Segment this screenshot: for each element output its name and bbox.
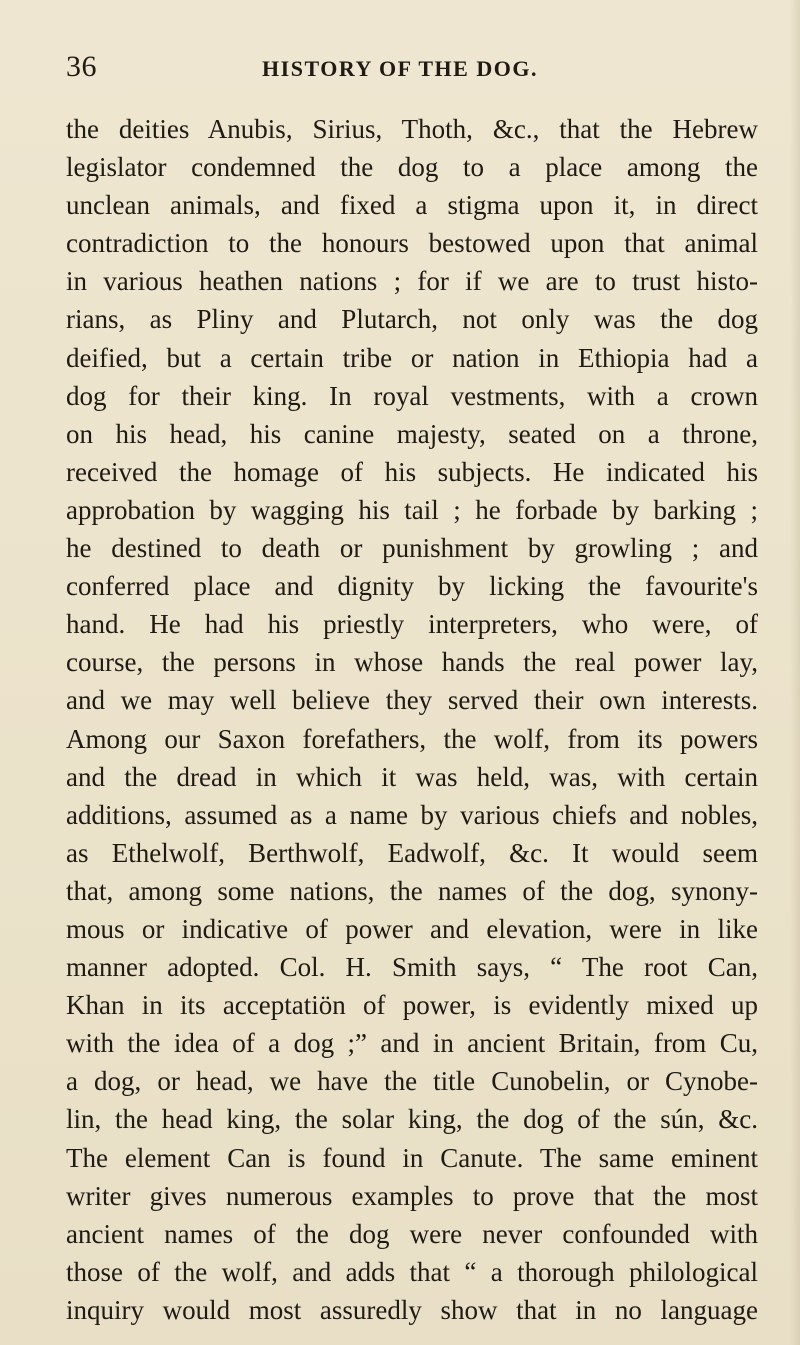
text-line: contradiction to the honours bestowed upon that animal	[66, 228, 758, 259]
text-line: inquiry would most assuredly show that in no language	[66, 1294, 758, 1325]
text-line: The element Can is found in Canute. The same eminent	[66, 1142, 758, 1173]
text-line: additions, assumed as a name by various chiefs and nobles,	[66, 799, 758, 830]
text-line: conferred place and dignity by licking the favourite's	[66, 571, 758, 602]
text-line: mous or indicative of power and elevation, were in like	[66, 913, 758, 944]
text-line: legislator condemned the dog to a place among the	[66, 152, 758, 183]
text-line: on his head, his canine majesty, seated on a throne,	[66, 418, 758, 449]
text-line: deified, but a certain tribe or nation in Ethiopia had a	[66, 342, 758, 373]
text-line: dog for their king. In royal vestments, with a crown	[66, 380, 758, 411]
text-line: as Ethelwolf, Berthwolf, Eadwolf, &c. It would seem	[66, 837, 758, 868]
text-line: in various heathen nations ; for if we are to trust histo-	[66, 266, 758, 297]
text-line: unclean animals, and fixed a stigma upon it, in direct	[66, 190, 758, 221]
page-edge-shadow	[790, 0, 800, 1345]
text-line: and the dread in which it was held, was, with certain	[66, 761, 758, 792]
text-line: with the idea of a dog ;” and in ancient Britain, from Cu,	[66, 1028, 758, 1059]
text-line: Khan in its acceptatiön of power, is evidently mixed up	[66, 990, 758, 1021]
body-text	[66, 110, 758, 1329]
text-line: the deities Anubis, Sirius, Thoth, &c., that the Hebrew	[66, 114, 758, 144]
text-line: received the homage of his subjects. He indicated his	[66, 456, 758, 487]
text-line: lin, the head king, the solar king, the dog of the sún, &c.	[66, 1104, 758, 1135]
text-line: course, the persons in whose hands the real power lay,	[66, 647, 758, 678]
text-line: rians, as Pliny and Plutarch, not only was the dog	[66, 304, 758, 335]
text-line: manner adopted. Col. H. Smith says, “ The root Can,	[66, 952, 758, 983]
text-line: those of the wolf, and adds that “ a thorough philological	[66, 1256, 758, 1287]
text-line: and we may well believe they served their own interests.	[66, 685, 758, 716]
text-line: Among our Saxon forefathers, the wolf, from its powers	[66, 723, 758, 754]
text-line: he destined to death or punishment by growling ; and	[66, 533, 758, 564]
text-line: a dog, or head, we have the title Cunobelin, or Cynobe-	[66, 1066, 758, 1097]
page-header	[0, 50, 800, 90]
text-line: hand. He had his priestly interpreters, who were, of	[66, 609, 758, 640]
text-line: ancient names of the dog were never confounded with	[66, 1218, 758, 1249]
page-number: 36	[66, 50, 97, 83]
text-line: approbation by wagging his tail ; he forbade by barking ;	[66, 494, 758, 525]
text-line: that, among some nations, the names of the dog, synony-	[66, 875, 758, 906]
text-line: writer gives numerous examples to prove that the most	[66, 1180, 758, 1211]
running-head: HISTORY OF THE DOG.	[262, 56, 538, 81]
